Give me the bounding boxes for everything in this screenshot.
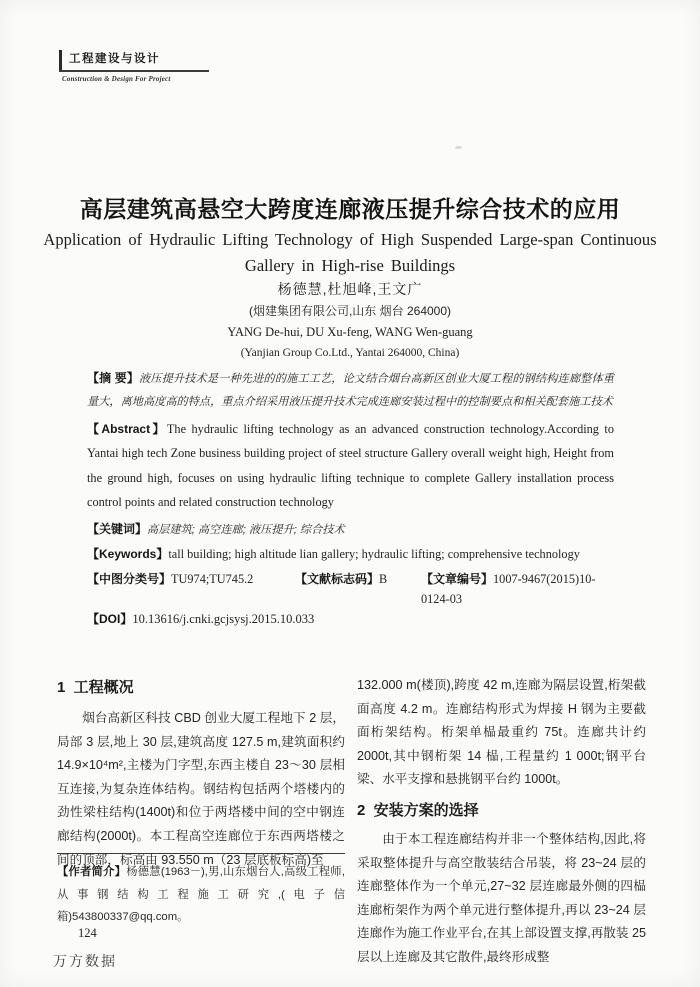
wanfang-watermark: 万方数据 (53, 953, 117, 969)
article-number (421, 569, 614, 609)
doi-value: 10.13616/j.cnki.gcjsysj.2015.10.033 (132, 612, 315, 627)
section1-paragraph: 烟台高新区科技 CBD 创业大厦工程地下 2 层，局部 3 层,地上 30 层,建筑高度 127.5 m,建筑面积约 14.9×10⁴m²,主楼为门字型,东西主楼自 23～30 层相互连接,为复杂连体结构。钢结构包括两个塔楼内的劲性梁柱结构(1400t)和位于两塔楼中间的空中钢连廊结构(2000t)。本工程高空连廊位于东西两塔楼之间的顶部，标高由 93.550 m（23 层底板标高)至 (57, 711, 345, 867)
page-number: 124 (78, 926, 97, 940)
clc-number (87, 569, 295, 609)
abstract-cn-text: 液压提升技术是一种先进的的施工工艺，论文结合烟台高新区创业大厦工程的钢结构连廊整体重量大，离地高度高的特点，重点介绍采用液压提升技术完成连廊安装过程中的控制要点和相关配套施工技术 (87, 373, 614, 408)
section1-heading: 1 工程概况 (57, 679, 134, 696)
article-title-cn: 高层建筑高悬空大跨度连廊液压提升综合技术的应用 (79, 196, 621, 222)
author-bio-text: 杨德慧(1963－),男,山东烟台人,高级工程师,从事钢结构工程施工研究,(电子信箱)543800337@qq.com。 (57, 866, 345, 923)
clc-label: 【中图分类号】 (87, 572, 172, 587)
document-code (295, 569, 421, 609)
article-number-value: 1007-9467(2015)10-0124-03 (421, 572, 596, 607)
affiliation-en: (Yanjian Group Co.Ltd., Yantai 264000, China) (240, 347, 460, 359)
keywords-en-label: 【Keywords】 (87, 547, 169, 562)
doi (87, 610, 614, 629)
body-column-left (57, 676, 345, 872)
author-bio-footnote (57, 853, 345, 929)
abstract-en-text: The hydraulic lifting technology as an advanced construction technology.According to Yantai high tech Zone business building project of steel structure Gallery overall weight high, Height from the ground high, focuses on using hydraulic lifting technique to complete Gallery installation process control points and related construction technology (87, 422, 614, 509)
journal-name-cn: 工程建设与设计 (59, 50, 219, 70)
abstract-en (87, 417, 614, 514)
journal-name-en: Construction & Design For Project (62, 74, 171, 83)
author-bio-label: 【作者简介】 (57, 866, 127, 878)
clc-value: TU974;TU745.2 (171, 572, 254, 587)
body-column-right (357, 674, 646, 970)
keywords-en-text: tall building; high altitude lian gallery; hydraulic lifting; comprehensive technology (168, 547, 580, 562)
article-title-en-line1: Application of Hydraulic Lifting Technology of High Suspended Large-span Continuous (43, 230, 657, 249)
authors-cn: 杨德慧,杜旭峰,王文广 (277, 281, 423, 297)
front-matter (87, 367, 614, 629)
section2-heading: 2 安装方案的选择 (357, 801, 479, 819)
doi-label: 【DOI】 (87, 612, 133, 627)
abstract-cn-label: 【摘 要】 (87, 371, 139, 385)
affiliation-cn: (烟建集团有限公司,山东 烟台 264000) (248, 304, 452, 318)
keywords-cn-text: 高层建筑; 高空连廊; 液压提升; 综合技术 (147, 524, 345, 537)
document-code-value: B (379, 572, 388, 587)
journal-logo (59, 50, 219, 83)
scan-artifact (455, 146, 462, 149)
abstract-en-label: 【Abstract】 (87, 422, 167, 436)
document-code-label: 【文献标志码】 (295, 572, 380, 587)
article-title-en-line2: Gallery in High-rise Buildings (244, 256, 456, 275)
authors-en: YANG De-hui, DU Xu-feng, WANG Wen-guang (227, 325, 473, 339)
meta-row (87, 569, 614, 609)
section1-paragraph-continued: 132.000 m(楼顶),跨度 42 m,连廊为隔层设置,桁架截面高度 4.2 m。连廊结构形式为焊接 H 钢为主要截面桁架结构。桁架单榀最重约 75t。连廊共计约 2000t,其中钢桁架 14 榀,工程量约 1 000t;钢平台梁、水平支撑和悬挑钢平台约 1000t。 (357, 678, 646, 787)
article-title-en (0, 227, 700, 279)
abstract-cn (87, 367, 614, 414)
keywords-en (87, 543, 614, 565)
logo-divider (59, 70, 209, 72)
section2-paragraph: 由于本工程连廊结构并非一个整体结构,因此,将采取整体提升与高空散装结合吊装，将 23~24 层的连廊整体作为一个单元,27~32 层连廊最外侧的四榀连廊桁架作为两个单元进行整体提升,再以 23~24 层连廊作为施工作业平台,在其上部设置支撑,再散装 25 层以上连廊及其它散件,最终形成整 (357, 831, 646, 964)
keywords-cn-label: 【关键词】 (87, 522, 148, 537)
keywords-cn (87, 518, 614, 541)
article-number-label: 【文章编号】 (421, 572, 494, 587)
